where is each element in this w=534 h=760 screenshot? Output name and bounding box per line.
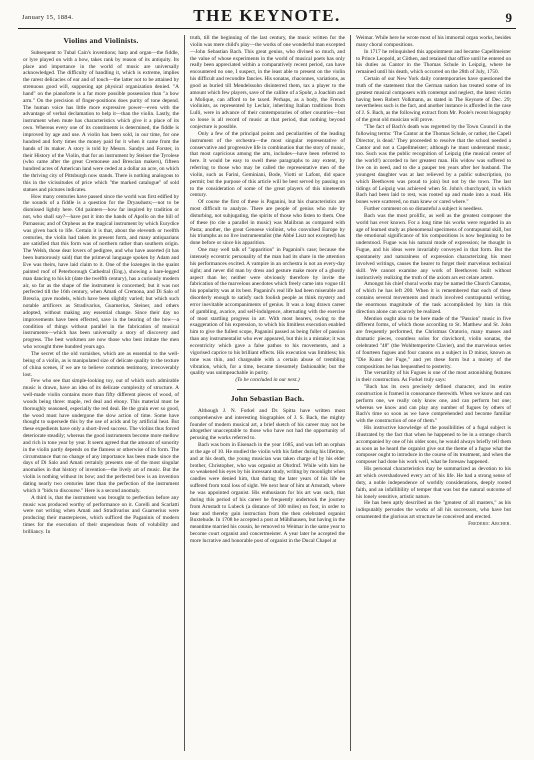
article-paragraph: Few who see that simple-looking toy, out of which such admirable music is drawn, have an idea of its delicate complexity of structure. A well-made violin contains more than fifty different pieces of wood, of woods being three: maple, red deal and ebony. This material must be thoroughly seasoned, especially the red deal. Be the grain ever so good, the wood must have undergone the slow action of time. Some have thought to supersede this by the use of acids and by artificial heat. But these expedients have only a short-lived success. The violins thus forced deteriorate steadily; whereas the good instruments become more mellow and rich in tone year by year. It seem agreed that the amount of sonority in the violin partly depends on the flatness or otherwise of its form. The circumstance that no change of any importance has been made since the days of Di Salo and Amati certainly presents one of the most singular anomalies in that history of invention—the lively art of music. But the violin is nothing without its bow; and the perfected bow is an invention dating nearly two centuries later than the perfection of the instrument which it "bids to discourse." Here is a second anomaly.	[23, 378, 179, 494]
article-paragraph: Weimar. While here he wrote most of his immortal organ works, besides many choral compositions.	[356, 35, 511, 48]
article-title-bach: John Sebastian Bach.	[230, 394, 305, 404]
article-paragraph: One may well talk of "apparition" in Paganini's case; because the intensely eccentric personality of the man had its share in the attention his performances excited. A vampire in an orchestra is not an every-day sight; and never did man by dress and gesture make more of a ghostly aspect than he; neither were obviously therefore by invite the fabrication of the marvelous anecdotes which freely came into vogue till his popularity was at its best. Paganini's real life had been miserable and disorderly enough to satisfy such foolish people as think mystery and error inevitable accompaniments of genius. It was a long drawn career of gambling, avarice, and self-indulgence, alternating with the exercise of most startling progress in art. With most hearers, owing to the exaggeration of his expression, to which his limitless execution enabled him to give the fullest scope, Paganini passed as being fuller of passion than any instrumentalist who ever appeared, but this is a mistake; it was eccentricity which gave a false pathos to his movements, and a vigorised caprice to his brilliant effects. His execution was limitless; his tone was thin, and chargeable with a certain abuse of trembling vibration, which, for a time, became tiresomely fashionable; but the quality was unimpeachable in purity.	[190, 247, 345, 377]
masthead	[18, 6, 516, 29]
article-paragraph: Subsequent to Tubal Cain's inventions; harp and organ—the fiddle, or lyre played on with a bow, takes rank by reason of its antiquity. Its place and importance in the world of music are universally acknowledged. The difficulty of handling it, which is extreme, implies the rarest delicacies of ear and of touch—the latter not to be attained by strenuous good will, supposing apt physical organization denied. "A hand" on the pianoforte is a far more possible possession than "a bow arm." On the precision of finger-positions does purity of tone depend. The human voice has little more expressive power—even with the advantage of verbal declamation to help it—than the violin. Lastly, the instrument when mute has characteristics which give it a place of its own. Whereas every one of its constituents is determined, the fiddle is improved by age and use. A violin has been sold, in our time, for one hundred and forty times the money paid for it when it came from the hands of its maker. A story is told by Messrs. Sandys and Forster, in their History of the Violin, that for an instrument by Steiner the Tyrolese (who came after the great Cremonese and Brescian makers), fifteen hundred acres of American land were ceded at a dollar an acre, on which the thriving city of Pittsburgh now stands. There is nothing analogous to this in the vicissitudes of price which "the marked catalogue" of sold statues and pictures indicates.	[23, 49, 179, 193]
article-paragraph: Certain of our New York daily contemporaries have questioned the truth of the statement that the German nation has treated some of its greatest musical composers with contempt and neglect, the latest victim having been Robert Volkmann, as stated in The Keynote of Dec. 29; nevertheless such is the fact, and another instance is afforded in the case of J. S. Bach, as the following extract from Mr. Poole's recent biography of the great old musician will prove.	[356, 76, 511, 124]
column-3	[350, 35, 516, 751]
article-paragraph: He has been aptly described as the "greatest of all masters," as his indisputably pervades the works of all his successors, who have but ornamented the glorious art structure he conceived and erected.	[356, 500, 511, 521]
issue-date: January 15, 1884.	[22, 14, 74, 21]
article-title-violins: Violins and Violinists.	[63, 36, 139, 45]
section-divider	[237, 389, 299, 390]
article-paragraph: truth, till the beginning of the last century, the music written for the violin was mere child's play—the works of one wonderful man excepted—John Sebastian Bach. This great genius, who divined so much, and the value of whose experiments in the world of musical poets has only really been appreciated within a comparatively recent period, can have encountered no one, I suspect, in the least able to present on the violin his difficult and recondite fancies. His sonatas, chaconnes, variations, as good as buried till Mendelssohn disinterred them, tax a player to the amount which few players, save of the calibre of a Spohr, a Joachim and a Molique, can afford to be taxed. Perhaps, as a body, the French violinists, as represented by Leclair, inheriting Italian traditions from Lulli, were in advance of their contemporaries of other countries—but so loose is all record of music at that period, that nothing beyond conjecture is possible.	[190, 35, 345, 130]
article-paragraph: The secret of the old varnishes, which are as essential to the well-being of a violin, as is manipulated size of delicate quality to the texture of china scenes, if we are to believe common testimony, irrecoverably lost.	[23, 350, 179, 378]
page-number: 9	[505, 10, 512, 25]
article-paragraph: His instructive knowledge of the possibilities of a fugal subject is illustrated by the fact that when he happened to be in a strange church accompanied by one of his older sons, he would always briefly tell them as soon as he heard the organist give out the theme of a fugue what the composer ought to introduce in the course of its treatment, and when the composer had done his work well, what he foresaw happened.	[356, 425, 511, 466]
article-paragraph: Further comment on so distasteful a subject is needless.	[364, 206, 483, 213]
article-paragraph: His personal characteristics may be summarized as devotion to his art which overshadowed every act of his life. He had a strong sense of duty, a noble independence of worldly considerations, deeply rooted faith, and an infallibility of temper that was but the natural outcome of his lonely sensitive, artistic nature.	[356, 466, 511, 500]
article-paragraph: Although J. N. Forkel and Dr. Spitta have written most comprehensive and interesting biographies of J. S. Bach, the mighty founder of modern musical art, a brief sketch of his career may not be altogether unacceptable to those who have not had the opportunity of perusing the works referred to.	[190, 407, 345, 442]
column-2	[184, 35, 350, 751]
article-paragraph: "The fact of Bach's death was regretted by the Town Council in the following terms: 'The Cantor at the Thomas Schule, or rather, the Capell Director, is dead.' They proceeded to resolve that the school needed a Cantor and not a Capellmeister; although he must understand music, too. Such was the public recognition of Leipzig (the musical center of the world!) accorded to her greatest man. His widow was suffered to live on in need, and to die a pauper ten years after her husband. The youngest daughter was at last relieved by a public subscription, (to which Beethoven was proud to join) but not by the town. The last tidings of Leipzig was achieved when St. John's churchyard, in which Bach had been laid to rest, was rooted up and made into a road. His bones were scattered, no man knew or cared where."	[356, 123, 511, 206]
column-1	[18, 35, 184, 751]
article-paragraph: Bach was born in Eisenach in the year 1685, and was left an orphan at the age of 10. He studied the violin with his father during his lifetime, and at his death, the young musician was taken charge of by his elder brother, Christopher, who was organist at Ohrdruf. While with him he so weakened his eyes by his incessant study, writing by moonlight when candles were denied him, that during the later years of his life he suffered from total loss of sight. We next hear of him at Arnstadt, where he was appointed organist. His enthusiasm for his art was such, that during this period of his career he frequently undertook the journey from Arnstadt to Lubeck (a distance of 100 miles) on foot, in order to hear and thereby gain instruction from the then celebrated organist Buxtehude. In 1708 he accepted a post at Mühlhausen, but having in the meantime married his cousin, he removed to Weimar in the same year to become court organist and concertmeister. A year later he accepted the more lucrative and honorable post of organist in the Ducal Chapel at	[190, 442, 345, 544]
article-paragraph: Of course the first of these is Paganini, but his characteristics are most difficult to analyze. There are people of genius who rule by disturbing, not subjugating, the spirits of those who listen to them. One of these (to cite a parallel in music) was Malibran as compared with Pasta; another, the great Genoese violinist, who convulsed Europe by his triumphs as no live instrumentalist (the Abbé Liszt not excepted) has done before or since his apparition.	[190, 199, 345, 247]
article-columns	[18, 35, 516, 751]
article-paragraph: Bach was the most prolific, as well as the greatest composer the world has ever known. For a long time his works were regarded in an age of learned study as phenomenal specimens of contrapuntal skill, but the emotional significance of his compositions is now beginning to be understood. Fugue was his natural mode of expression; he thought in Fugue, and his ideas were invariably conveyed in that form. But the spontaneity and naturalness of expression characterizing his most involved writings, causes the hearer to forget their marvelous technical skill. We cannot examine any work of Beethoven built without instinctively realizing the truth of the axiom ars est celare artem.	[356, 212, 511, 281]
publication-title: THE KEYNOTE.	[193, 6, 341, 25]
article-paragraph: In 1717 he relinquished this appointment and became Capellmeister to Prince Leopold, at Cöthen, and retained that office until he entered on his duties as Cantor in the Thomas Schule in Leipzig, where he remained until his death, which occurred on the 28th of July, 1750.	[356, 48, 511, 76]
author-signature: Frederic Archer.	[468, 520, 511, 527]
article-paragraph: Only a few of the principal points and peculiarities of the leading instrument of the orchestra—the most singular representative of conservative and progressive life in combination that the story of music, that most capricious among the arts, includes—have been referred to here. It would be easy to swell these paragraphs to any extent, by referring to those who may be called the representative men of the violin, such as Farini, Geminiani, Bode, Viotti or Lafont, did space permit; but the purpose of this article will be best served by passing on to the consideration of some of the great players of this nineteenth century.	[190, 130, 345, 199]
article-paragraph: "Bach has its own precisely defined character, and its entire construction is framed in consonance therewith. When we know and can perform one, we really only know one, and can perform but one; whereas we know and can play any number of fugues by others of Bach's time so soon as we have comprehended and become familiar with the construction of one of them."	[356, 384, 511, 425]
article-paragraph: Mention ought also to be here made of the "Passion" music in five different forms, of which those according to St. Matthew and St. John are frequently performed, the Christmas Oratorio, many masses and dramatic pieces, countless solos for clavichord, violin sonatas, the celebrated "48" (the Wohltemperirte Clavier), and the marvelous series of fourteen fugues and four canons on a subject in D minor, known as "Die Kunst der Fuge," and yet these form but a moiety of the compositions he has bequeathed to posterity.	[356, 315, 511, 370]
article-paragraph: How many centuries have passed since the world was first edified by the sounds of a fiddle is a question for the Dryasdusts;—not to be dismissed lightly here. Old painters—how far inspired by tradition or not, who shall say?—have put it into the hands of Apollo on the hill of Parnassus; and of Orpheus as the magical instrument by which Eurydice was given back to life. Certain it is that, about the eleventh or twelfth centuries, the violin had taken its present form, and many antiquarians are satisfied that this form was of northern rather than southern origin. The Welsh, those dear lovers of pedigree, and who have asserted (it has been humorously said) that the primeval language spoken by Adam and Eve was theirs, have laid claim to it. One of the lozenges in the quaint painted roof of Peterborough Cathedral (Eng.), showing a bare-legged man dancing to his kit (date the twelfth century), has a curiously modern air, so far as the shape of the instrument is concerned; but it was not perfected till the 16th century, when Amati of Cremona, and Di Salo of Brescia, gave models, which have been slightly varied; but which such notable artificers as Stradivarius, Guarnerius, Steiner, and others adopted, without making any essential change. Since their day no improvements have been effected, save in the bearing of the bow—a condition of things without parallel in the fabrication of musical instruments—which has been universally a story of discovery and progress. The best workmen are now those who best imitate the men who wrought three hundred years ago.	[23, 193, 179, 351]
article-paragraph: A third is, that the instrument was brought to perfection before any music was produced worthy of performance on it. Corelli and Scarlatti were not writing when Amati and Stradivarius and Guarnerius were producing their masterpieces, which sufficed the Paganinis of modern times for the execution of their stupendous feats of volubility and brilliancy. In	[23, 494, 179, 535]
article-paragraph: Amongst his chief choral works may be named the Church Cantatas, of which he has left 200. When it is remembered that each of these contains several movements and much involved contrapuntal writing, the enormous magnitude of the task accomplished by him in this direction alone can scarcely be realized.	[356, 281, 511, 315]
article-paragraph: The versatility of his Fugues is one of the most astonishing features in their construction. As Forkel truly says:	[356, 370, 511, 384]
continued-notice: (To be concluded in our next.)	[235, 377, 300, 384]
